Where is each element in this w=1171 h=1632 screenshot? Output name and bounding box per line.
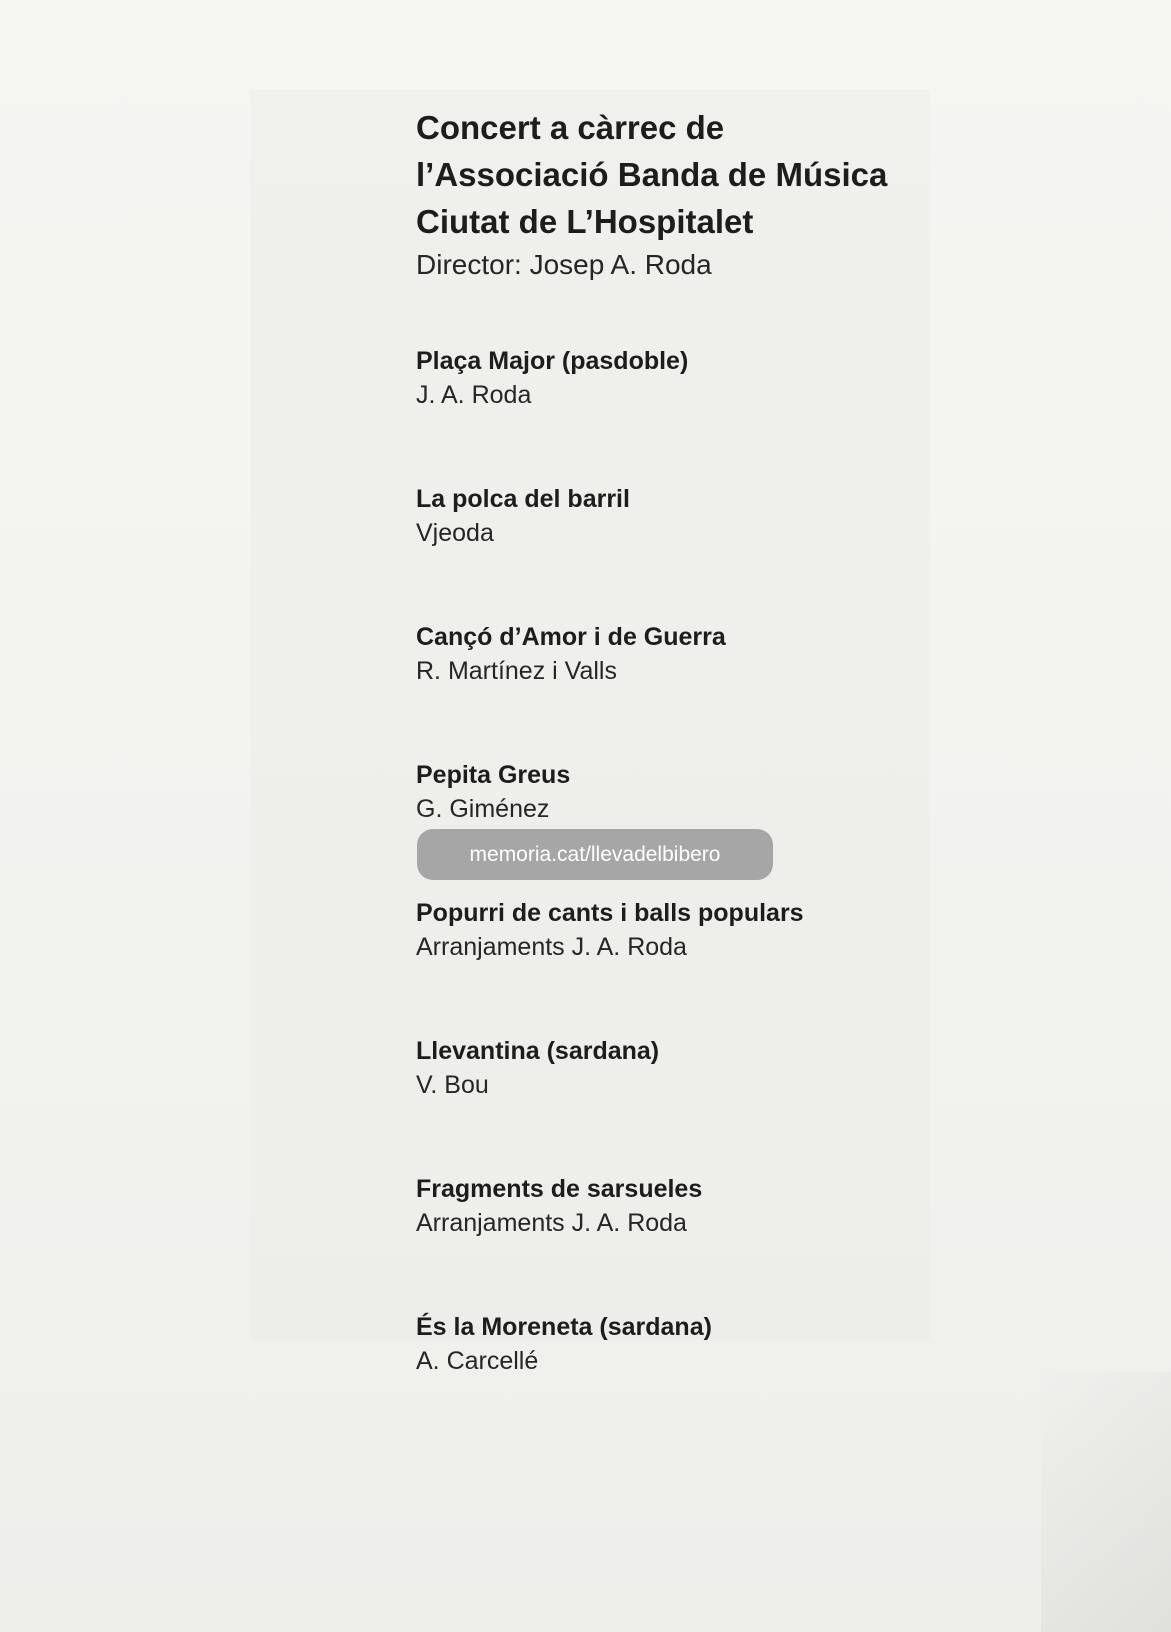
piece-author: G. Giménez (416, 795, 550, 823)
piece-author: Vjeoda (416, 519, 494, 547)
program-item (416, 1034, 996, 1102)
title-line-3: Ciutat de L’Hospitalet (416, 203, 754, 240)
program-item (416, 896, 996, 964)
piece-author: J. A. Roda (416, 381, 532, 409)
program-item (416, 1172, 996, 1240)
piece-author: Arranjaments J. A. Roda (416, 933, 687, 961)
director-line: Director: Josep A. Roda (416, 249, 712, 280)
watermark-link[interactable]: memoria.cat/llevadelbibero (417, 829, 773, 880)
piece-title: La polca del barril (416, 485, 630, 513)
piece-title: És la Moreneta (sardana) (416, 1313, 712, 1341)
title-line-1: Concert a càrrec de (416, 109, 725, 146)
piece-title: Pepita Greus (416, 761, 571, 789)
program-item (416, 344, 996, 412)
piece-title: Cançó d’Amor i de Guerra (416, 623, 726, 651)
piece-author: Arranjaments J. A. Roda (416, 1209, 687, 1237)
piece-title: Llevantina (sardana) (416, 1037, 660, 1065)
piece-author: R. Martínez i Valls (416, 657, 617, 685)
piece-title: Popurri de cants i balls populars (416, 899, 804, 927)
piece-title: Plaça Major (pasdoble) (416, 347, 689, 375)
piece-title: Fragments de sarsueles (416, 1175, 703, 1203)
title-line-2: l’Associació Banda de Música (416, 156, 888, 193)
piece-author: V. Bou (416, 1071, 489, 1099)
page-corner-shadow (1041, 1372, 1171, 1632)
program-item (416, 758, 996, 826)
program-item (416, 1310, 996, 1378)
program-item (416, 620, 996, 688)
piece-author: A. Carcellé (416, 1347, 539, 1375)
program-item (416, 482, 996, 550)
concert-title (416, 104, 996, 245)
